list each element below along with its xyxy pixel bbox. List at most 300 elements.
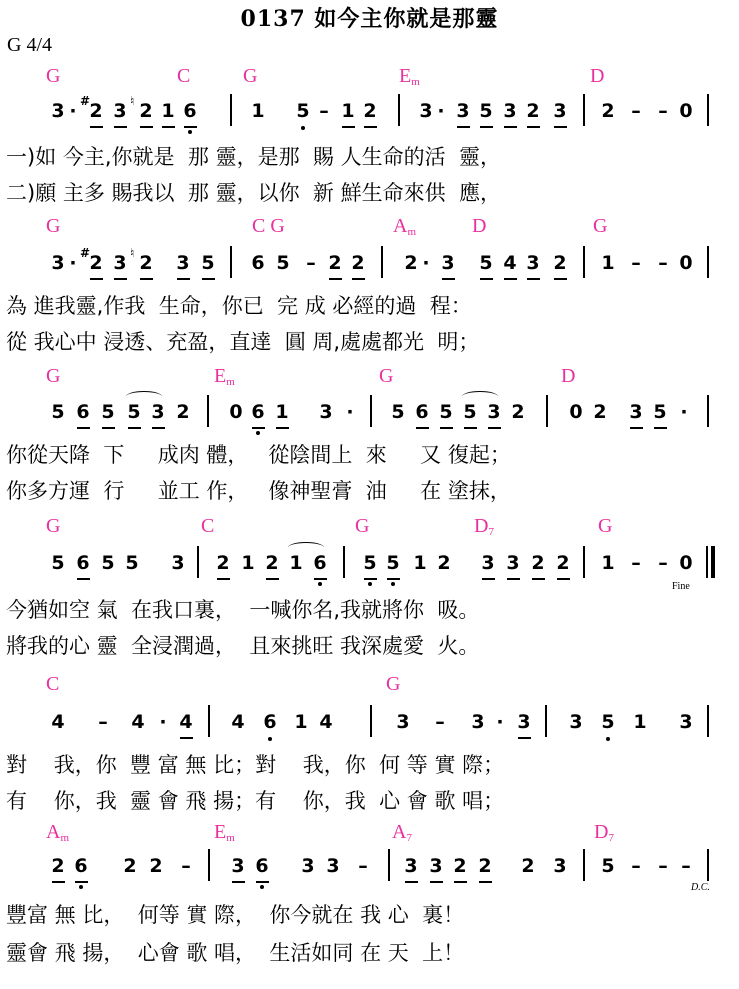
- underline: [364, 578, 377, 580]
- note: 3: [503, 100, 517, 122]
- chord-root: G: [46, 365, 61, 387]
- chord-root: C: [177, 65, 191, 87]
- barline: [707, 705, 709, 737]
- note: 1: [601, 252, 615, 274]
- underline: [416, 427, 429, 429]
- dash: –: [658, 552, 668, 574]
- note: 3: [441, 252, 455, 274]
- barline: [208, 705, 210, 737]
- chord-root: E: [399, 65, 412, 87]
- note: 1: [633, 711, 647, 733]
- underline: [630, 427, 643, 429]
- note: 3: [506, 552, 520, 574]
- note: 2: [437, 552, 451, 574]
- underline: [518, 737, 531, 739]
- note: 1: [341, 100, 355, 122]
- note: 3: [404, 855, 418, 877]
- chord-root: G: [46, 515, 61, 537]
- chord-symbol: [379, 366, 393, 386]
- lyric-text: 對 我，你 豐 富 無 比；對 我，你 何 等 實 際；: [6, 753, 505, 777]
- barline: [707, 849, 709, 881]
- barline: [370, 395, 372, 427]
- chord-symbol: [399, 66, 420, 88]
- note: 1: [251, 100, 265, 122]
- underline: [314, 578, 327, 580]
- barline: [208, 849, 210, 881]
- augmentation-dot: ·: [496, 711, 504, 733]
- chord-symbol: [46, 66, 60, 86]
- note: 0: [679, 252, 693, 274]
- chord-root: E: [214, 821, 227, 843]
- chord-symbol: [214, 366, 235, 388]
- note: 6: [255, 855, 269, 877]
- tie-arc: [126, 391, 162, 402]
- note: 2: [216, 552, 230, 574]
- note: 3: [151, 401, 165, 423]
- note: 6: [263, 711, 277, 733]
- underline: [654, 427, 667, 429]
- note: 4: [319, 711, 333, 733]
- note: 6: [313, 552, 327, 574]
- barline: [370, 705, 372, 737]
- chord-symbol: [386, 674, 400, 694]
- chord-symbol: [593, 216, 607, 236]
- low-octave-dot: [260, 885, 264, 889]
- note: 2: [553, 252, 567, 274]
- underline: [90, 126, 103, 128]
- dash: –: [319, 100, 329, 122]
- note: 2: [139, 100, 153, 122]
- augmentation-dot: ·: [680, 401, 688, 423]
- chord-symbol: [46, 822, 69, 844]
- note: 6: [251, 252, 265, 274]
- augmentation-dot: ·: [69, 252, 77, 274]
- lyric-line: [0, 478, 739, 508]
- note: 4: [179, 711, 193, 733]
- chord-symbol: [252, 216, 285, 236]
- lyric-line: [0, 940, 739, 970]
- dash: –: [98, 711, 108, 733]
- note: 2: [404, 252, 418, 274]
- note: 3: [569, 711, 583, 733]
- barline: [583, 94, 585, 126]
- dc-mark: D.C.: [691, 882, 710, 893]
- underline: [554, 126, 567, 128]
- note: 2: [511, 401, 525, 423]
- underline: [180, 737, 193, 739]
- augmentation-dot: ·: [69, 100, 77, 122]
- chord-symbol: [392, 822, 412, 844]
- tie-arc: [462, 391, 498, 402]
- note: 2: [601, 100, 615, 122]
- chord-symbol: [201, 516, 214, 536]
- note: 5: [439, 401, 453, 423]
- notation-line: [0, 552, 739, 596]
- augmentation-dot: ·: [437, 100, 445, 122]
- chord-root: C: [46, 673, 60, 695]
- underline: [557, 578, 570, 580]
- note: 5: [601, 711, 615, 733]
- underline: [464, 427, 477, 429]
- note: 1: [275, 401, 289, 423]
- note: 5: [653, 401, 667, 423]
- note: 2: [526, 100, 540, 122]
- lyric-line: [0, 752, 739, 782]
- note: 2: [478, 855, 492, 877]
- note: 3: [481, 552, 495, 574]
- underline: [232, 881, 245, 883]
- chord-root: A: [392, 821, 407, 843]
- notation-line: [0, 246, 739, 296]
- underline: [90, 278, 103, 280]
- note: 2: [139, 252, 153, 274]
- underline: [440, 427, 453, 429]
- dash: –: [631, 855, 641, 877]
- underline: [77, 578, 90, 580]
- note: 2: [89, 100, 103, 122]
- chord-symbol: [472, 216, 486, 236]
- note: 3: [517, 711, 531, 733]
- underline: [532, 578, 545, 580]
- low-octave-dot: [268, 737, 272, 741]
- lyric-text: 二)願 主多 賜我以 那 靈，以你 新 鮮生命來供 應，: [6, 181, 501, 205]
- underline: [329, 278, 342, 280]
- chord-quality: 7: [406, 832, 412, 844]
- underline: [364, 126, 377, 128]
- underline: [256, 881, 269, 883]
- barline: [583, 546, 585, 578]
- note: 2: [89, 252, 103, 274]
- underline: [457, 126, 470, 128]
- barline: [381, 246, 383, 278]
- note: 3: [419, 100, 433, 122]
- underline: [140, 126, 153, 128]
- note: 0: [229, 401, 243, 423]
- underline: [442, 278, 455, 280]
- note: 3: [51, 252, 65, 274]
- chord-root: D: [472, 215, 487, 237]
- note: 1: [413, 552, 427, 574]
- chord-root: G: [355, 515, 370, 537]
- note: 2: [556, 552, 570, 574]
- underline: [480, 126, 493, 128]
- note: 3: [553, 855, 567, 877]
- note: 2: [149, 855, 163, 877]
- underline: [128, 427, 141, 429]
- chord-symbol: [214, 822, 235, 844]
- low-octave-dot: [188, 130, 192, 134]
- lyric-text: 豐富 無 比， 何等 實 際， 你今就在 我 心 裏！: [6, 903, 465, 927]
- note: 5: [386, 552, 400, 574]
- barline: [706, 546, 708, 578]
- underline: [77, 427, 90, 429]
- note: 3: [51, 100, 65, 122]
- note: 4: [131, 711, 145, 733]
- chord-quality: m: [226, 832, 235, 844]
- song-title: 0137 如今主你就是那靈: [240, 6, 499, 32]
- note: 3: [113, 252, 127, 274]
- underline: [152, 427, 165, 429]
- underline: [504, 278, 517, 280]
- augmentation-dot: ·: [346, 401, 354, 423]
- chord-root: G: [598, 515, 613, 537]
- underline: [140, 278, 153, 280]
- barline: [711, 546, 715, 578]
- underline: [177, 278, 190, 280]
- note: 0: [569, 401, 583, 423]
- note: 2: [593, 401, 607, 423]
- lyric-text: 為 進我靈,作我 生命，你已 完 成 必經的過 程：: [6, 294, 472, 318]
- chord-quality: m: [226, 376, 235, 388]
- lyric-line: [0, 788, 739, 818]
- note: 2: [453, 855, 467, 877]
- underline: [387, 578, 400, 580]
- note: 6: [415, 401, 429, 423]
- note: 3: [319, 401, 333, 423]
- note: 3: [629, 401, 643, 423]
- lyric-text: 將我的心 靈 全浸潤過， 且來挑旺 我深處愛 火。: [6, 634, 480, 658]
- note: 3: [526, 252, 540, 274]
- note: 5: [463, 401, 477, 423]
- note: 5: [125, 552, 139, 574]
- underline: [114, 278, 127, 280]
- lyric-text: 從 我心中 浸透、充盈，直達 圓 周,處處都光 明；: [6, 330, 480, 354]
- underline: [352, 278, 365, 280]
- note: 3: [487, 401, 501, 423]
- chord-quality: m: [60, 832, 70, 844]
- dash: –: [658, 855, 668, 877]
- note: 5: [296, 100, 310, 122]
- note: 2: [363, 100, 377, 122]
- chord-symbol: [598, 516, 612, 536]
- note: 1: [289, 552, 303, 574]
- note: 3: [301, 855, 315, 877]
- note: 2: [123, 855, 137, 877]
- low-octave-dot: [79, 885, 83, 889]
- underline: [405, 881, 418, 883]
- chord-quality: 7: [488, 526, 494, 538]
- barline: [707, 246, 709, 278]
- low-octave-dot: [318, 582, 322, 586]
- note: 1: [161, 100, 175, 122]
- barline: [398, 94, 400, 126]
- barline: [230, 94, 232, 126]
- note: 3: [456, 100, 470, 122]
- chord-root: D: [594, 821, 609, 843]
- lyric-line: [0, 442, 739, 472]
- barline: [583, 246, 585, 278]
- note: 5: [101, 552, 115, 574]
- chord-symbol: [46, 674, 59, 694]
- chord-root: D: [561, 365, 576, 387]
- note: 2: [531, 552, 545, 574]
- underline: [276, 427, 289, 429]
- dash: –: [631, 552, 641, 574]
- chord-root: C: [201, 515, 215, 537]
- chord-root: C G: [252, 215, 285, 237]
- note: 4: [231, 711, 245, 733]
- chord-symbol: [46, 516, 60, 536]
- note: 6: [251, 401, 265, 423]
- chord-root: G: [379, 365, 394, 387]
- chord-root: D: [474, 515, 489, 537]
- note: 2: [521, 855, 535, 877]
- sharp-sign: #: [80, 94, 91, 108]
- note: 3: [429, 855, 443, 877]
- note: 6: [76, 552, 90, 574]
- underline: [454, 881, 467, 883]
- natural-sign: ♮: [130, 94, 135, 108]
- sharp-sign: #: [80, 246, 91, 260]
- underline: [162, 126, 175, 128]
- barline: [207, 395, 209, 427]
- notation-line: [0, 401, 739, 445]
- note: 1: [601, 552, 615, 574]
- low-octave-dot: [301, 126, 305, 130]
- chord-quality: 7: [608, 832, 614, 844]
- note: 2: [328, 252, 342, 274]
- chord-quality: m: [411, 76, 420, 88]
- note: 0: [679, 100, 693, 122]
- chord-root: G: [593, 215, 608, 237]
- dash: –: [658, 100, 668, 122]
- lyric-line: [0, 633, 739, 663]
- note: 4: [503, 252, 517, 274]
- note: 3: [679, 711, 693, 733]
- note: 5: [127, 401, 141, 423]
- underline: [504, 126, 517, 128]
- chord-root: E: [214, 365, 227, 387]
- underline: [217, 578, 230, 580]
- note: 3: [171, 552, 185, 574]
- underline: [342, 126, 355, 128]
- fine-mark: Fine: [672, 581, 690, 592]
- note: 2: [51, 855, 65, 877]
- lyric-text: 你多方運 行 並工 作， 像神聖膏 油 在 塗抹，: [6, 479, 511, 503]
- underline: [480, 278, 493, 280]
- lyric-text: 一)如 今主,你就是 那 靈，是那 賜 人生命的活 靈，: [6, 145, 501, 169]
- chord-root: D: [590, 65, 605, 87]
- chord-symbol: [46, 366, 60, 386]
- note: 5: [201, 252, 215, 274]
- chord-symbol: [355, 516, 369, 536]
- dash: –: [681, 855, 691, 877]
- note: 5: [51, 401, 65, 423]
- note: 3: [396, 711, 410, 733]
- underline: [202, 278, 215, 280]
- lyric-text: 有 你，我 靈 會 飛 揚；有 你，我 心 會 歌 唱；: [6, 789, 505, 813]
- low-octave-dot: [391, 582, 395, 586]
- notation-line: [0, 855, 739, 899]
- note: 3: [553, 100, 567, 122]
- note: 2: [176, 401, 190, 423]
- chord-symbol: [46, 216, 60, 236]
- note: 3: [113, 100, 127, 122]
- chord-root: G: [46, 215, 61, 237]
- dash: –: [435, 711, 445, 733]
- chord-symbol: [590, 66, 604, 86]
- lyric-text: 今猶如空 氣 在我口裏， 一喊你名,我就將你 吸。: [6, 598, 480, 622]
- underline: [482, 578, 495, 580]
- dash: –: [181, 855, 191, 877]
- underline: [488, 427, 501, 429]
- augmentation-dot: ·: [422, 252, 430, 274]
- underline: [75, 881, 88, 883]
- underline: [479, 881, 492, 883]
- note: 1: [241, 552, 255, 574]
- note: 5: [363, 552, 377, 574]
- low-octave-dot: [606, 737, 610, 741]
- barline: [707, 395, 709, 427]
- note: 5: [479, 252, 493, 274]
- notation-line: [0, 711, 739, 755]
- barline: [583, 849, 585, 881]
- natural-sign: ♮: [130, 246, 135, 260]
- lyric-line: [0, 293, 739, 323]
- underline: [184, 126, 197, 128]
- chord-symbol: [393, 216, 416, 238]
- chord-root: A: [393, 215, 408, 237]
- barline: [343, 546, 345, 578]
- barline: [388, 849, 390, 881]
- underline: [527, 278, 540, 280]
- underline: [252, 427, 265, 429]
- underline: [102, 427, 115, 429]
- notation-line: [0, 94, 739, 144]
- note: 5: [51, 552, 65, 574]
- dash: –: [631, 100, 641, 122]
- underline: [52, 881, 65, 883]
- chord-symbol: [177, 66, 190, 86]
- note: 1: [294, 711, 308, 733]
- note: 3: [326, 855, 340, 877]
- note: 5: [479, 100, 493, 122]
- lyric-line: [0, 902, 739, 932]
- chord-symbol: [561, 366, 575, 386]
- note: 3: [176, 252, 190, 274]
- note: 5: [101, 401, 115, 423]
- chord-root: G: [386, 673, 401, 695]
- lyric-line: [0, 329, 739, 359]
- chord-root: A: [46, 821, 61, 843]
- note: 2: [265, 552, 279, 574]
- note: 5: [601, 855, 615, 877]
- chord-symbol: [243, 66, 257, 86]
- key-signature: G 4/4: [7, 34, 52, 56]
- chord-symbol: [594, 822, 614, 844]
- dash: –: [306, 252, 316, 274]
- note: 5: [276, 252, 290, 274]
- underline: [554, 278, 567, 280]
- note: 3: [231, 855, 245, 877]
- chord-root: G: [243, 65, 258, 87]
- note: 6: [183, 100, 197, 122]
- underline: [430, 881, 443, 883]
- underline: [114, 126, 127, 128]
- dash: –: [358, 855, 368, 877]
- lyric-line: [0, 597, 739, 627]
- chord-quality: m: [407, 226, 417, 238]
- low-octave-dot: [368, 582, 372, 586]
- note: 3: [471, 711, 485, 733]
- barline: [707, 94, 709, 126]
- chord-root: G: [46, 65, 61, 87]
- lyric-line: [0, 180, 739, 210]
- barline: [230, 246, 232, 278]
- underline: [266, 578, 279, 580]
- barline: [546, 395, 548, 427]
- underline: [507, 578, 520, 580]
